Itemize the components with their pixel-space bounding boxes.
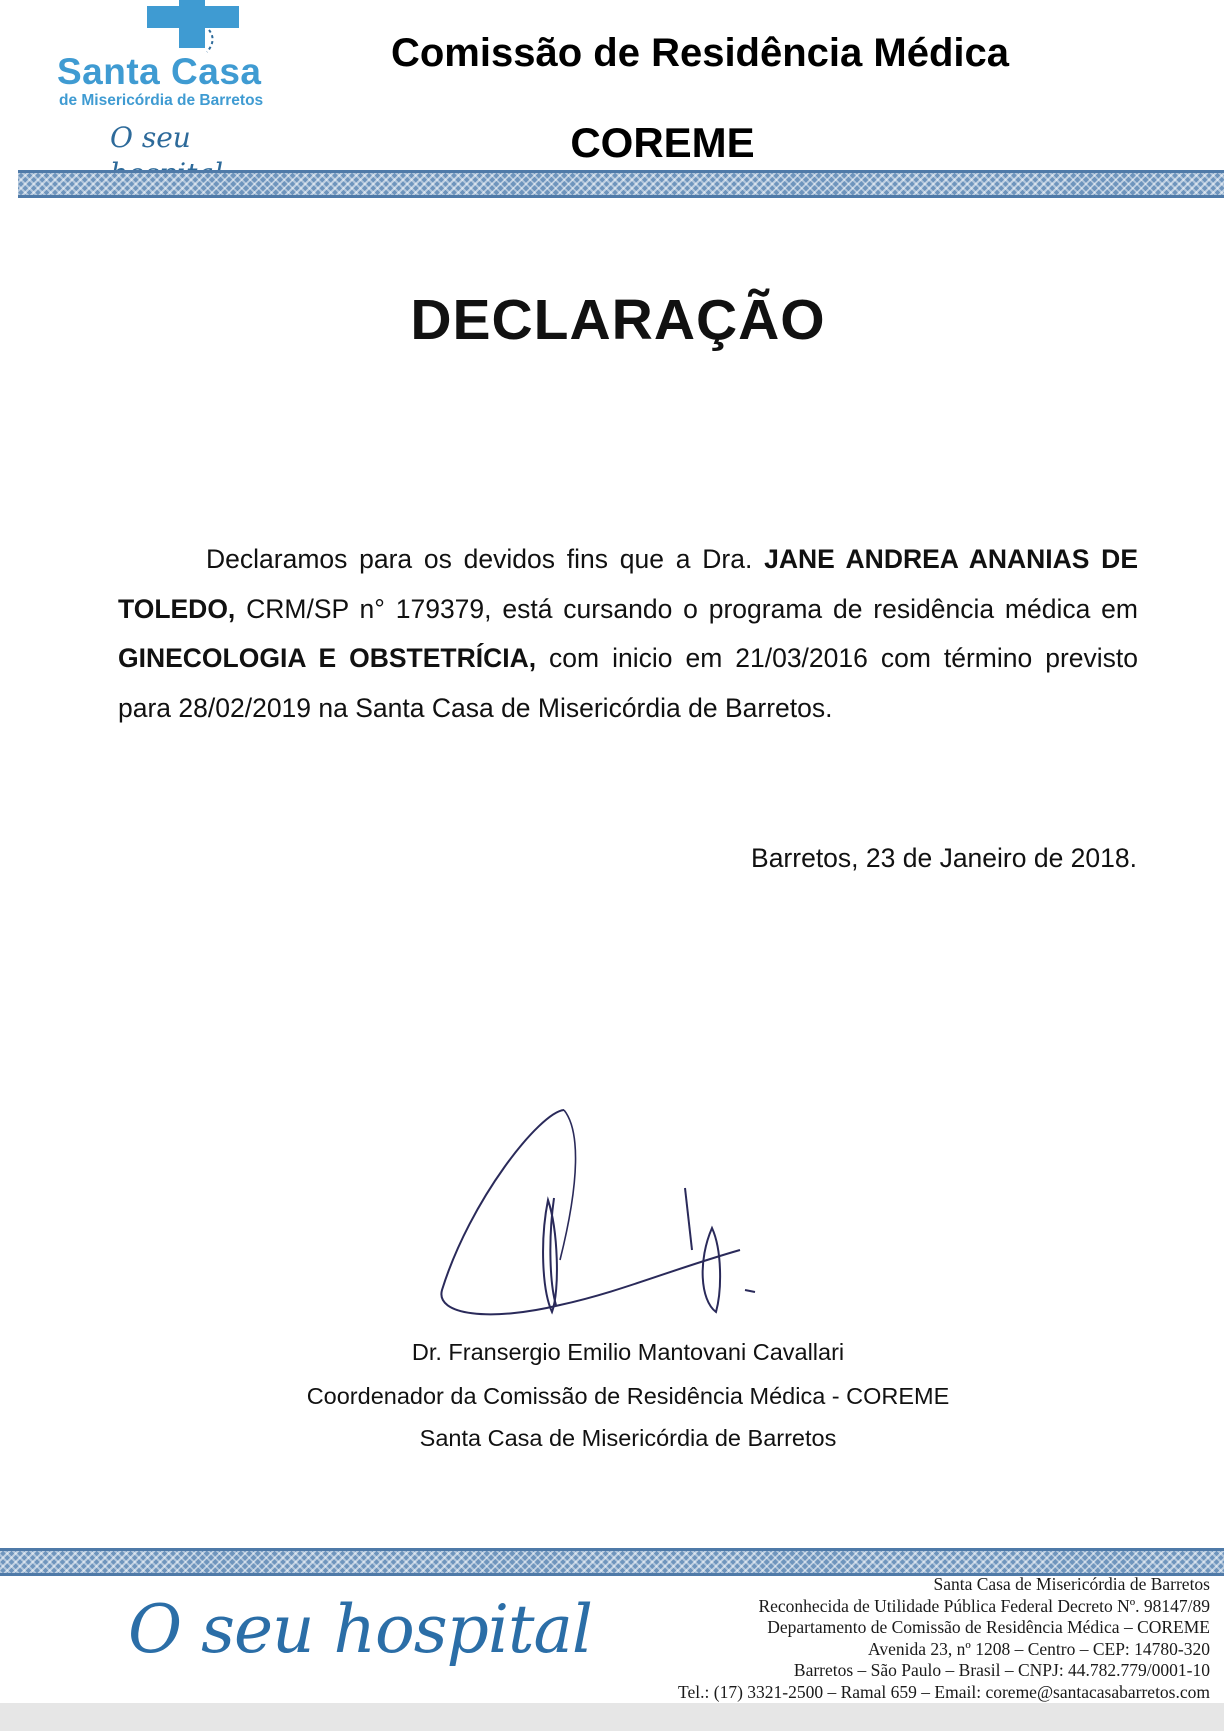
header-title: Comissão de Residência Médica [390,31,1009,75]
logo-brand: Santa Casa [57,51,262,92]
footer-line: Reconhecida de Utilidade Pública Federal Decreto Nº. 98147/89 [758,1595,1210,1616]
document-title: DECLARAÇÃO [410,288,826,352]
resident-name: JANE ANDREA ANANIAS DE TOLEDO, [118,544,1138,624]
footer-line: Tel.: (17) 3321-2500 – Ramal 659 – Email: coreme@santacasabarretos.com [678,1681,1210,1702]
header-acronym: COREME [570,119,755,166]
body-text-2: CRM/SP n° 179379, está cursando o programa de residência médica em [235,593,1138,624]
signer-organization: Santa Casa de Misericórdia de Barretos [419,1425,837,1451]
signature-image [430,1100,770,1330]
footer-address-block [510,1574,1210,1703]
signer-role: Coordenador da Comissão de Residência Médica - COREME [306,1383,950,1409]
header-divider-band [18,170,1224,198]
footer-line: Departamento de Comissão de Residência Médica – COREME [767,1617,1210,1637]
footer-line: Avenida 23, nº 1208 – Centro – CEP: 14780-320 [868,1638,1210,1659]
body-text-3: com inicio em 21/03/2016 com término previsto para 28/02/2019 na Santa Casa de Misericórdia de Barretos. [118,643,1139,723]
footer-divider-band [0,1548,1224,1576]
residency-program: GINECOLOGIA E OBSTETRÍCIA, [118,643,537,673]
viewer-bottom-strip [0,1703,1224,1731]
body-text-1: Declaramos para os devidos fins que a Dra. [206,544,765,574]
footer-line: Barretos – São Paulo – Brasil – CNPJ: 44.782.779/0001-10 [793,1660,1210,1680]
logo [55,0,305,165]
footer-line: Santa Casa de Misericórdia de Barretos [933,1574,1210,1594]
signer-name: Dr. Fransergio Emilio Mantovani Cavallari [411,1339,845,1365]
declaration-body [118,535,1138,733]
logo-subtitle: de Misericórdia de Barretos [59,92,264,109]
logo-slogan: O seu [110,121,191,154]
date-line: Barretos, 23 de Janeiro de 2018. [751,843,1137,873]
footer-slogan: O seu hospital [128,1591,592,1668]
